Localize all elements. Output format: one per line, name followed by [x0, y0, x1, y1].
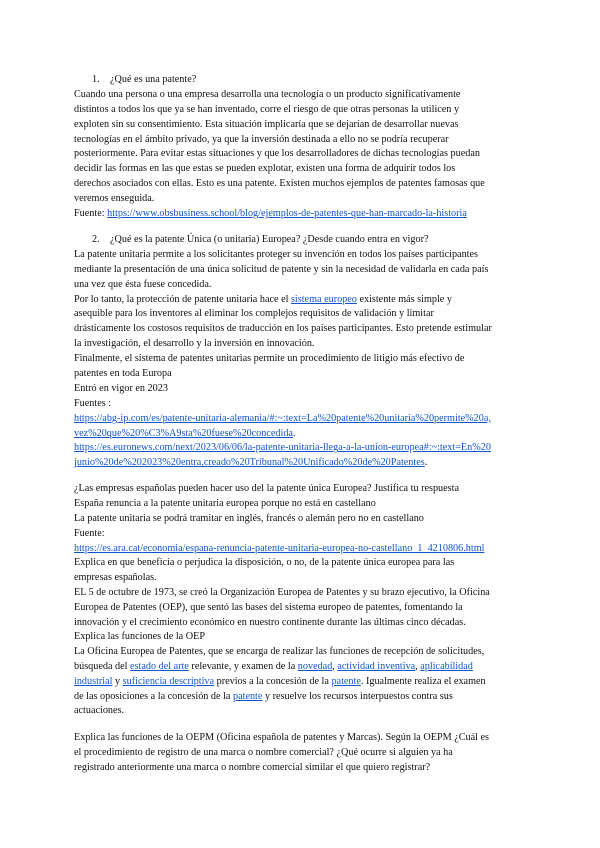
q4-answer-line: Europea de Patentes (OEP), que sentó las bases del sistema europeo de patentes, fomentando la	[74, 601, 463, 613]
q2-para2-line: asequible para los inventores al eliminar los complejos requisitos de validación y limitar	[74, 308, 434, 320]
q2-source1-line	[74, 412, 534, 427]
q2-sources-label: Fuentes :	[74, 397, 112, 409]
q1-question: ¿Qué es una patente?	[110, 74, 197, 85]
q4-question-line: Explica en que beneficia o perjudica la disposición, o no, de la patente única europea para las	[74, 557, 455, 568]
q2-source2-line	[74, 441, 534, 456]
sistema-europeo-link[interactable]: sistema europeo	[290, 293, 357, 305]
q1-source-label: Fuente:	[74, 208, 108, 220]
q6-question-line: el procedimiento de registro de una marca o nombre comercial? ¿Qué ocurre si alguien ya ha	[74, 746, 453, 758]
q5-line	[74, 675, 534, 690]
q3-answer-line: España renuncia a la patente unitaria europea porque no está en castellano	[74, 497, 376, 509]
q5-line: La Oficina Europea de Patentes, que se encarga de realizar las funciones de recepción de solicitudes,	[74, 645, 485, 657]
patente-link[interactable]: patente	[233, 690, 263, 702]
q2-source1-period: .	[292, 427, 296, 439]
q3-question: ¿Las empresas españolas pueden hacer uso del la patente única Europea? Justifica tu respuesta	[74, 483, 459, 494]
q3-answer-line: La patente unitaria se podrá tramitar en inglés, francés o alemán pero no en castellano	[74, 512, 424, 524]
q5-text: y resuelve los recursos interpuestos contra sus	[262, 690, 453, 702]
q2-source2-link[interactable]: https://es.euronews.com/next/2023/06/06/la-patente-unitaria-llega-a-la-union-europea#:~:text=En%20	[74, 442, 491, 454]
actividad-inventiva-link[interactable]: actividad inventiva	[337, 660, 416, 672]
q1-source	[74, 207, 534, 222]
q5-text: y	[112, 675, 123, 687]
q1-answer-line: exploten sin su consentimiento. Esta situación implicaría que se dejarían de desarrollar nuevas	[74, 118, 459, 130]
q2-para2-line: la investigación, el desarrollo y la inversión en innovación.	[74, 338, 315, 350]
q1-answer-line: Cuando una persona o una empresa desarrolla una tecnología o un producto significativamente	[74, 88, 461, 100]
estado-del-arte-link[interactable]: estado del arte	[130, 660, 189, 672]
q2-heading	[74, 233, 534, 248]
q5-line	[74, 660, 534, 675]
q5-line: actuaciones.	[74, 705, 125, 717]
q2-source1-link[interactable]: vez%20que%20%C3%A9sta%20fuese%20concedida	[74, 427, 293, 439]
q5-line	[74, 690, 534, 705]
q1-answer-line: derechos asociados con ellas. Esto es una patente. Existen muchos ejemplos de patentes famosas que	[74, 178, 485, 190]
industrial-link[interactable]: industrial	[74, 675, 113, 687]
q2-para2-text: existente más simple y	[356, 293, 452, 305]
q5-text: relevante, y examen de la	[188, 660, 298, 672]
q1-answer-line: veremos enseguida.	[74, 193, 155, 205]
q6-question-line: Explica las funciones de la OEPM (Oficina española de patentes y Marcas). Según la OEPM ¿Cuál es	[74, 732, 490, 743]
q2-source1-line	[74, 427, 534, 442]
q2-para1-line: una vez que ésta fuese concedida.	[74, 278, 212, 290]
q2-in-force: Entró en vigor en 2023	[74, 382, 168, 394]
section-q5	[74, 630, 534, 719]
q3-source	[74, 542, 534, 557]
q2-source2-link[interactable]: junio%20de%202023%20entra,creado%20Tribunal%20Unificado%20de%20Patentes	[74, 457, 425, 469]
q5-text: ,	[332, 660, 338, 672]
q5-text: previos a la concesión de la	[214, 675, 332, 687]
q3-source-link[interactable]: https://es.ara.cat/economia/espana-renuncia-patente-unitaria-europea-no-castellano_1_4210806.html	[74, 542, 485, 554]
q4-answer-line: EL 5 de octubre de 1973, se creó la Organización Europea de Patentes y su brazo ejecutivo, la Oficina	[74, 586, 490, 598]
q2-source2-period: .	[424, 457, 428, 469]
section-q4	[74, 556, 534, 630]
q4-question-line: empresas españolas.	[74, 571, 157, 583]
q1-answer-line: decidir las formas en las que estas se pueden explotar, existen una forma de adquirir todos los	[74, 163, 456, 175]
q6-question-line: registrado anteriormente una marca o nombre comercial similar el que quiero registrar?	[74, 761, 431, 773]
q2-para3-line: Finalmente, el sistema de patentes unitarias permite un procedimiento de litigio más efectivo de	[74, 353, 465, 365]
q1-answer-line: distintos a todos los que ya se han inventado, corre el riesgo de que otras personas la utilicen y	[74, 103, 460, 115]
q4-answer-line: innovación y el crecimiento económico en nuestro continente durante las últimas cinco décadas.	[74, 616, 466, 628]
q2-para2-text: Por lo tanto, la protección de patente unitaria hace el	[74, 293, 291, 305]
q2-para2-line: drásticamente los costosos requisitos de traducción en los países participantes. Esto pretende estimular	[74, 323, 492, 335]
q5-text: de las oposiciones a la concesión de la	[74, 690, 233, 702]
section-q1	[74, 73, 534, 222]
section-q2	[74, 233, 534, 471]
q2-source1-link[interactable]: https://abg-ip.com/es/patente-unitaria-alemania/#:~:text=La%20patente%20unitaria%20permite%20a,	[74, 412, 491, 424]
q5-question: Explica las funciones de la OEP	[74, 631, 205, 642]
q2-para1-line: mediante la presentación de una única solicitud de patente y sin la necesidad de validarla en cada país	[74, 263, 489, 275]
novedad-link[interactable]: novedad	[297, 660, 333, 672]
q2-source2-line	[74, 456, 534, 471]
q2-para1-line: La patente unitaria permite a los solicitantes proteger su invención en todos los países participantes	[74, 248, 478, 260]
q1-heading	[74, 73, 534, 88]
q2-number: 2.	[92, 234, 100, 245]
q5-text: búsqueda del	[74, 660, 131, 672]
aplicabilidad-link[interactable]: aplicabilidad	[420, 660, 473, 672]
suficiencia-descriptiva-link[interactable]: suficiencia descriptiva	[122, 675, 215, 687]
q3-source-label: Fuente:	[74, 527, 105, 539]
section-q6	[74, 731, 534, 776]
q2-para3-line: patentes en toda Europa	[74, 368, 172, 380]
section-q3	[74, 482, 534, 556]
patente-link[interactable]: patente	[331, 675, 361, 687]
q5-text: ,	[415, 660, 421, 672]
q1-source-link[interactable]: https://www.obsbusiness.school/blog/ejemplos-de-patentes-que-han-marcado-la-historia	[107, 208, 467, 220]
q1-answer-line: posteriormente. Para evitar estas situaciones y que los desarrolladores de dichas tecnologías puedan	[74, 148, 480, 160]
q2-question: ¿Qué es la patente Única (o unitaria) Europea? ¿Desde cuando entra en vigor?	[110, 234, 429, 245]
q1-number: 1.	[92, 74, 100, 85]
q2-para2-line	[74, 293, 534, 308]
q5-text: . Igualmente realiza el examen	[360, 675, 486, 687]
q1-answer-line: tecnologías en el ámbito privado, ya que la inversión destinada a ello no se podría recuperar	[74, 133, 449, 145]
